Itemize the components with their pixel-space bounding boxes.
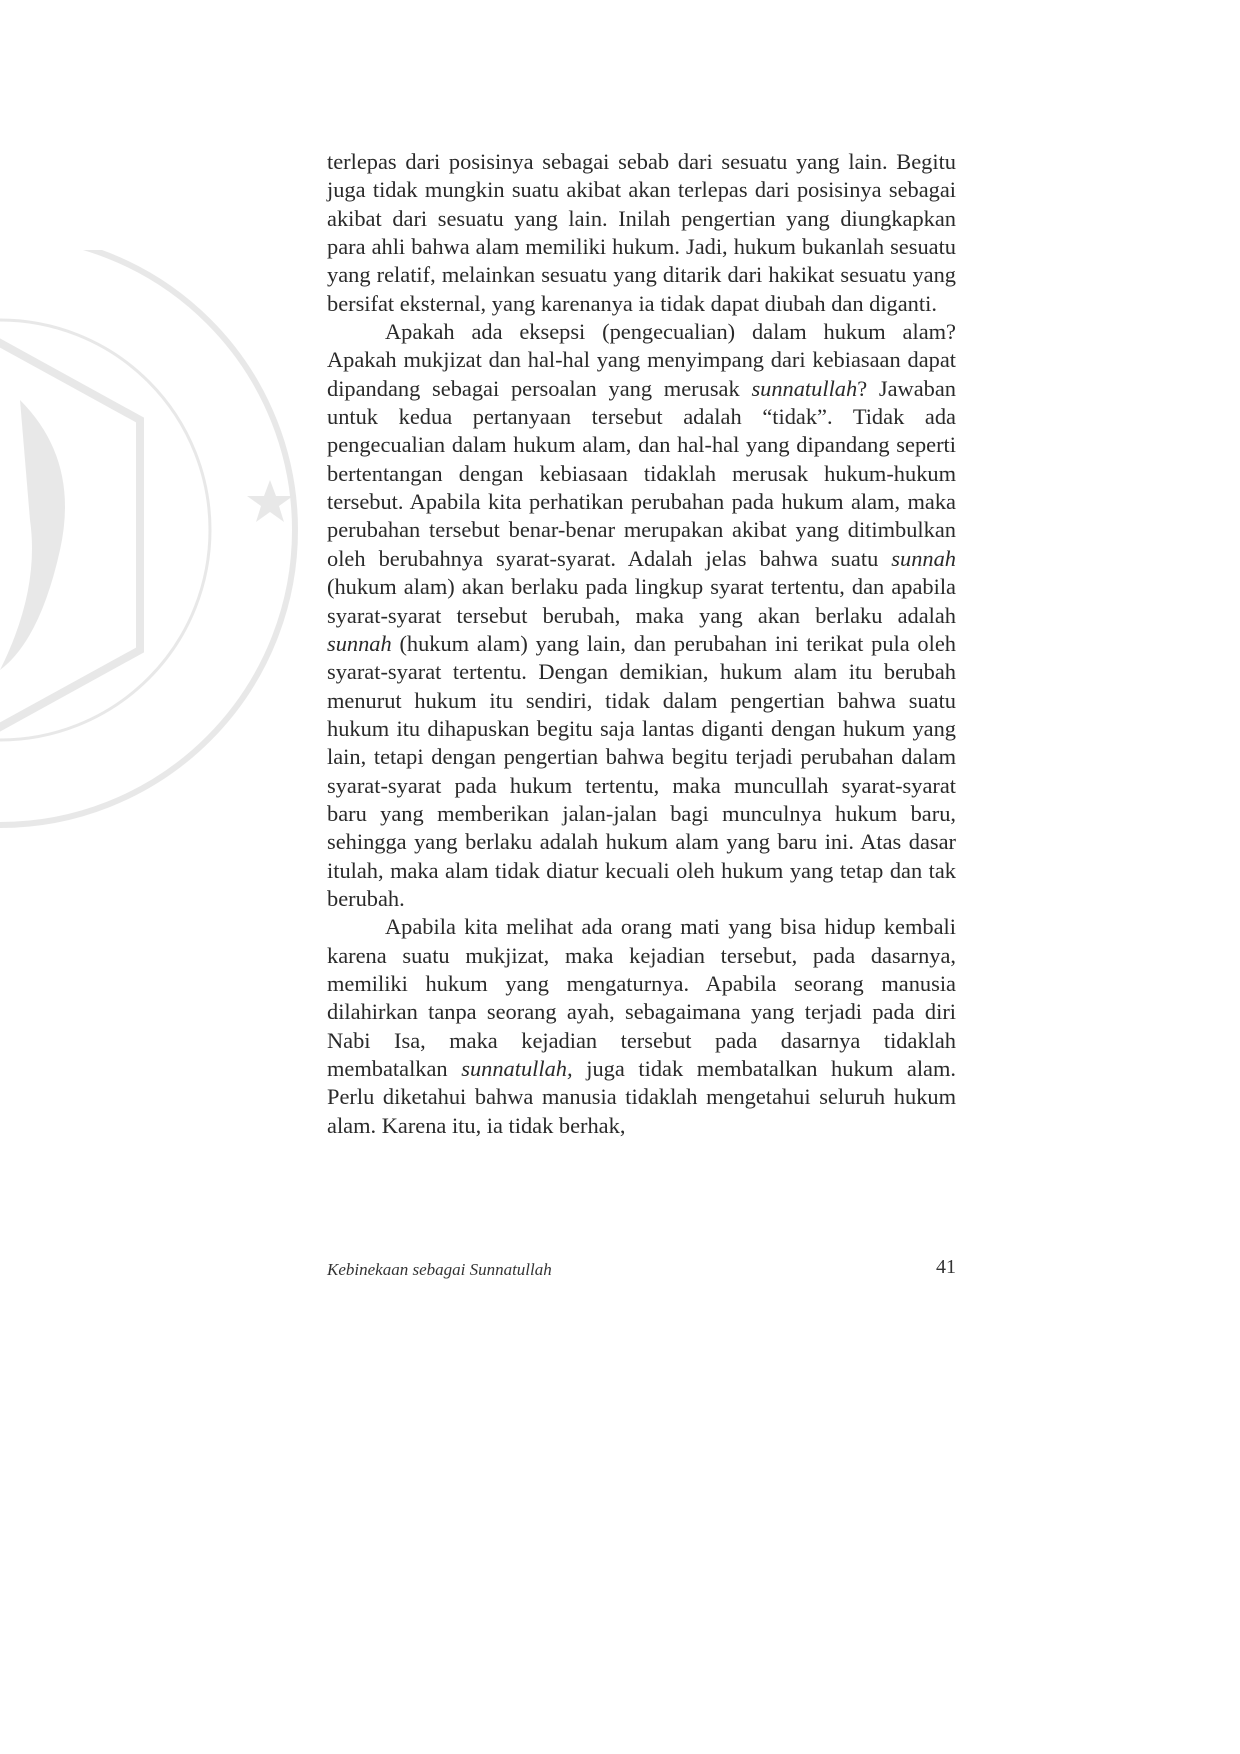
- text-run: terlepas dari posisinya sebagai sebab dari sesuatu yang lain. Begitu juga tidak mungkin suatu akibat akan terlepas dari posisinya sebagai akibat dari sesuatu yang lain. Inilah pengertian yang diungkapkan para ahli bahwa alam memiliki hukum. Jadi, hukum bukanlah sesuatu yang relatif, melainkan sesuatu yang ditarik dari hakikat sesuatu yang bersifat eksternal, yang karenanya ia tidak dapat diubah dan diganti.: [327, 149, 956, 316]
- watermark-emblem: [0, 250, 330, 910]
- text-run: Apabila kita melihat ada orang mati yang bisa hidup kembali karena suatu mukjizat, maka kejadian tersebut, pada dasarnya, memiliki hukum yang mengaturnya. Apabila seorang manusia dilahirkan tanpa seorang ayah, sebagaimana yang terjadi pada diri Nabi Isa, maka kejadian tersebut pada dasarnya tidaklah membatalkan: [327, 914, 956, 1081]
- body-text: [327, 148, 956, 1140]
- text-run: ? Jawaban untuk kedua pertanyaan tersebut adalah “tidak”. Tidak ada pengecualian dalam hukum alam, dan hal-hal yang dipandang seperti bertentangan dengan kebiasaan tidaklah merusak hukum-hukum tersebut. Apabila kita perhatikan perubahan pada hukum alam, maka perubahan tersebut benar-benar merupakan akibat yang ditimbulkan oleh berubahnya syarat-syarat. Adalah jelas bahwa suatu: [327, 375, 956, 571]
- paragraph: [327, 148, 956, 318]
- page-number: 41: [936, 1256, 956, 1278]
- running-footer-title: Kebinekaan sebagai Sunnatullah: [327, 1260, 552, 1279]
- paragraph: [327, 913, 956, 1140]
- italic-term: sunnah: [891, 545, 956, 571]
- text-run: juga tidak membatalkan hukum alam. Perlu diketahui bahwa manusia tidaklah mengetahui seluruh hukum alam. Karena itu, ia tidak berhak,: [327, 1056, 956, 1138]
- paragraph: [327, 318, 956, 913]
- italic-term: sunnatullah: [751, 375, 858, 401]
- text-run: Apakah ada eksepsi (pengecualian) dalam hukum alam? Apakah mukjizat dan hal-hal yang menyimpang dari kebiasaan dapat dipandang sebagai persoalan yang merusak: [327, 319, 956, 401]
- page-footer: [327, 1256, 956, 1284]
- italic-term: sunnatullah,: [461, 1056, 573, 1081]
- text-run: (hukum alam) akan berlaku pada lingkup syarat tertentu, dan apabila syarat-syarat tersebut berubah, maka yang akan berlaku adalah: [327, 574, 956, 628]
- italic-term: sunnah: [327, 630, 392, 656]
- text-run: (hukum alam) yang lain, dan perubahan ini terikat pula oleh syarat-syarat tertentu. Dengan demikian, hukum alam itu berubah menurut hukum itu sendiri, tidak dalam pengertian bahwa suatu hukum itu dihapuskan begitu saja lantas diganti dengan hukum yang lain, tetapi dengan pengertian bahwa begitu terjadi perubahan dalam syarat-syarat pada hukum tertentu, maka muncullah syarat-syarat baru yang memberikan jalan-jalan bagi munculnya hukum baru, sehingga yang berlaku adalah hukum alam yang baru ini. Atas dasar itulah, maka alam tidak diatur kecuali oleh hukum yang tetap dan tak berubah.: [327, 630, 956, 911]
